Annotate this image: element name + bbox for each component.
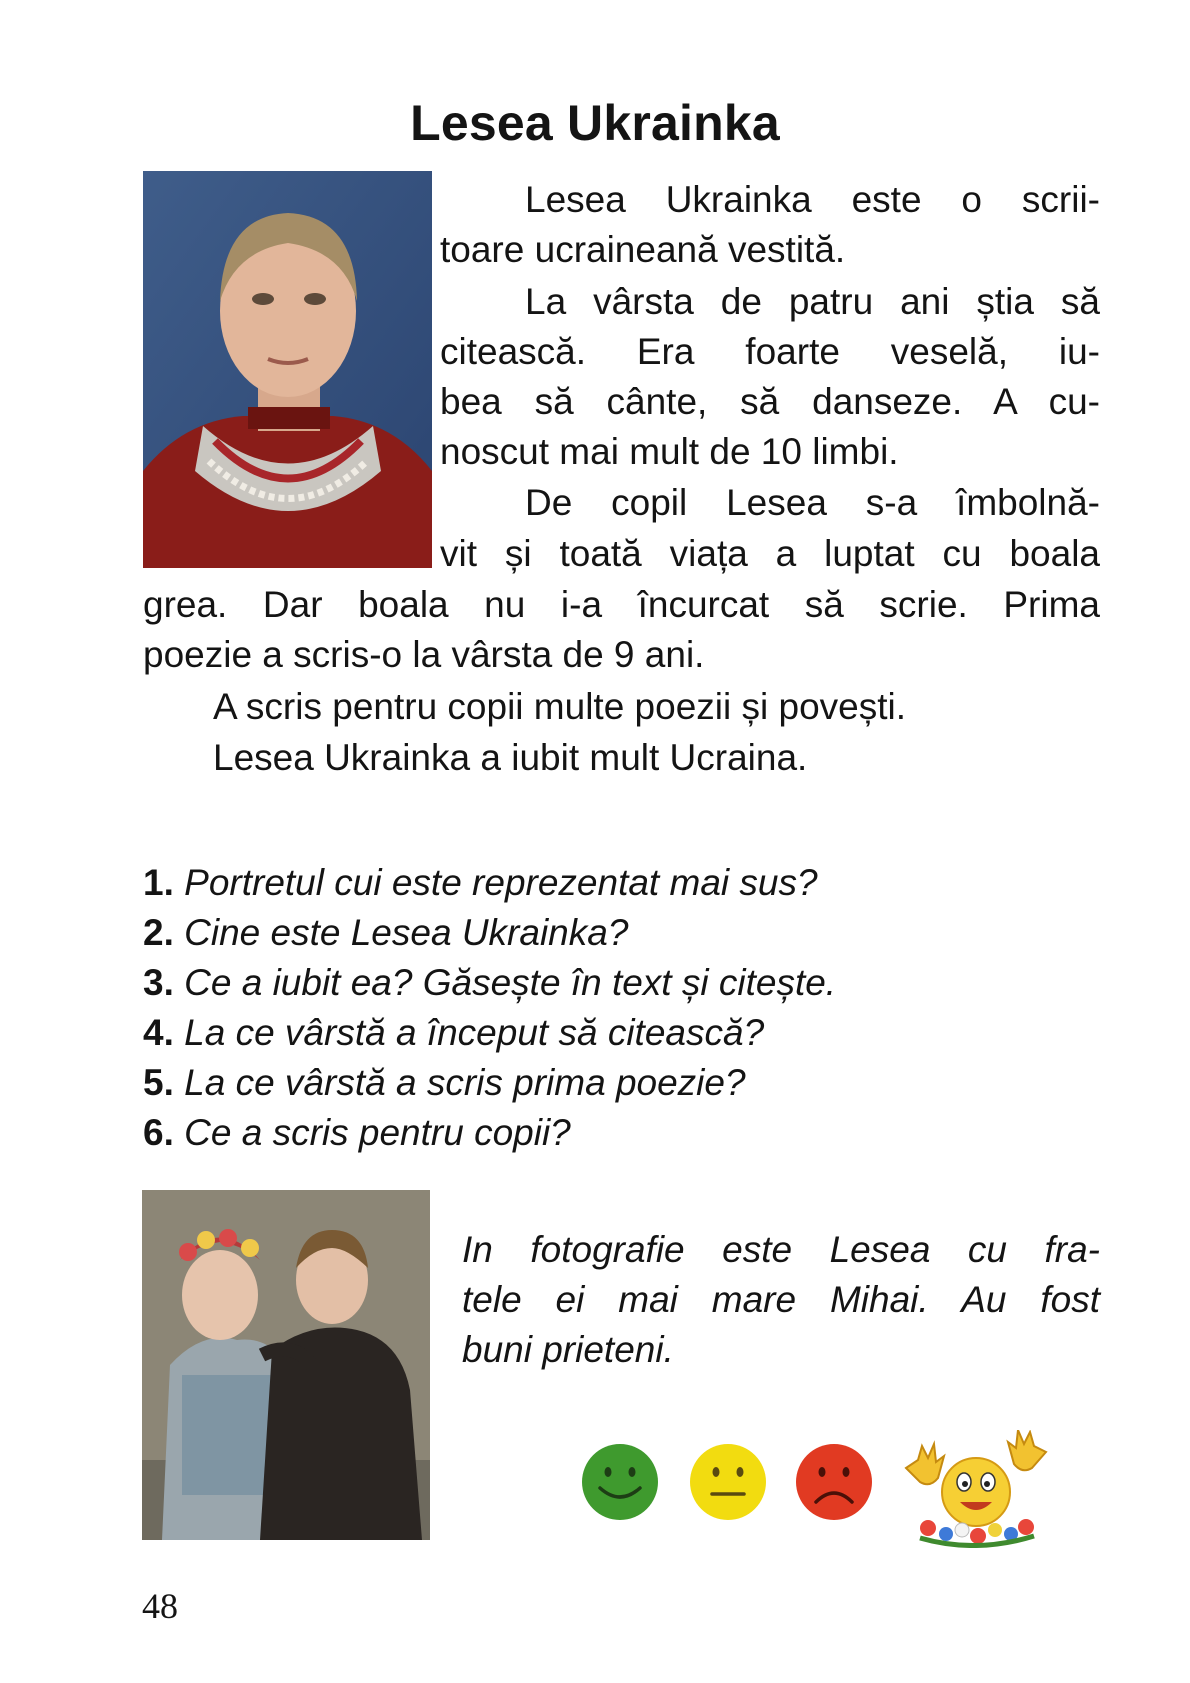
question-item — [143, 1008, 836, 1058]
page-title: Lesea Ukrainka — [410, 95, 780, 151]
text-line: A scris pentru copii multe poezii și povești. — [213, 686, 907, 727]
text-line: bea să cânte, să danseze. A cu- — [440, 381, 1100, 422]
question-number: 6. — [143, 1112, 174, 1153]
question-text: La ce vârstă a scris prima poezie? — [184, 1062, 746, 1103]
question-number: 2. — [143, 912, 174, 953]
text-line: grea. Dar boala nu i-a încurcat să scrie. Prima — [143, 584, 1100, 625]
question-number: 3. — [143, 962, 174, 1003]
caption-line: buni prieteni. — [462, 1329, 674, 1370]
question-text: Portretul cui este reprezentat mai sus? — [184, 862, 818, 903]
happy-face-icon[interactable] — [580, 1442, 660, 1522]
lesea-and-mihai-photo — [142, 1190, 430, 1540]
text-line: vit și toată viața a luptat cu boala — [440, 533, 1100, 574]
face-fill — [690, 1444, 766, 1520]
text-line: noscut mai mult de 10 limbi. — [440, 431, 899, 472]
text-line: Lesea Ukrainka este o scrii- — [525, 179, 1100, 220]
question-text: La ce vârstă a început să citească? — [184, 1012, 765, 1053]
question-text: Ce a scris pentru copii? — [184, 1112, 571, 1153]
question-number: 1. — [143, 862, 174, 903]
waving-smiley-icon — [900, 1430, 1052, 1548]
sad-face-icon[interactable] — [794, 1442, 874, 1522]
text-line: toare ucraineană vestită. — [440, 229, 846, 270]
photo-caption — [462, 1225, 1100, 1375]
text-line: citească. Era foarte veselă, iu- — [440, 331, 1100, 372]
page-number: 48 — [142, 1586, 178, 1626]
text-line: La vârsta de patru ani știa să — [525, 281, 1100, 322]
question-item — [143, 858, 836, 908]
text-line: poezie a scris-o la vârsta de 9 ani. — [143, 634, 705, 675]
face-fill — [796, 1444, 872, 1520]
neutral-face-icon[interactable] — [688, 1442, 768, 1522]
text-line: Lesea Ukrainka a iubit mult Ucraina. — [213, 737, 808, 778]
text-line: De copil Lesea s-a îmbolnă- — [525, 482, 1100, 523]
question-item — [143, 958, 836, 1008]
question-number: 5. — [143, 1062, 174, 1103]
lesea-portrait-photo — [143, 171, 432, 568]
question-number: 4. — [143, 1012, 174, 1053]
caption-line: tele ei mai mare Mihai. Au fost — [462, 1279, 1100, 1320]
face-fill — [582, 1444, 658, 1520]
caption-line: In fotografie este Lesea cu fra- — [462, 1229, 1100, 1270]
question-text: Cine este Lesea Ukrainka? — [184, 912, 629, 953]
question-item — [143, 908, 836, 958]
question-item — [143, 1108, 836, 1158]
question-item — [143, 1058, 836, 1108]
self-assessment-faces — [576, 1434, 880, 1530]
questions-list — [143, 858, 836, 1158]
question-text: Ce a iubit ea? Găsește în text și citește. — [184, 962, 837, 1003]
